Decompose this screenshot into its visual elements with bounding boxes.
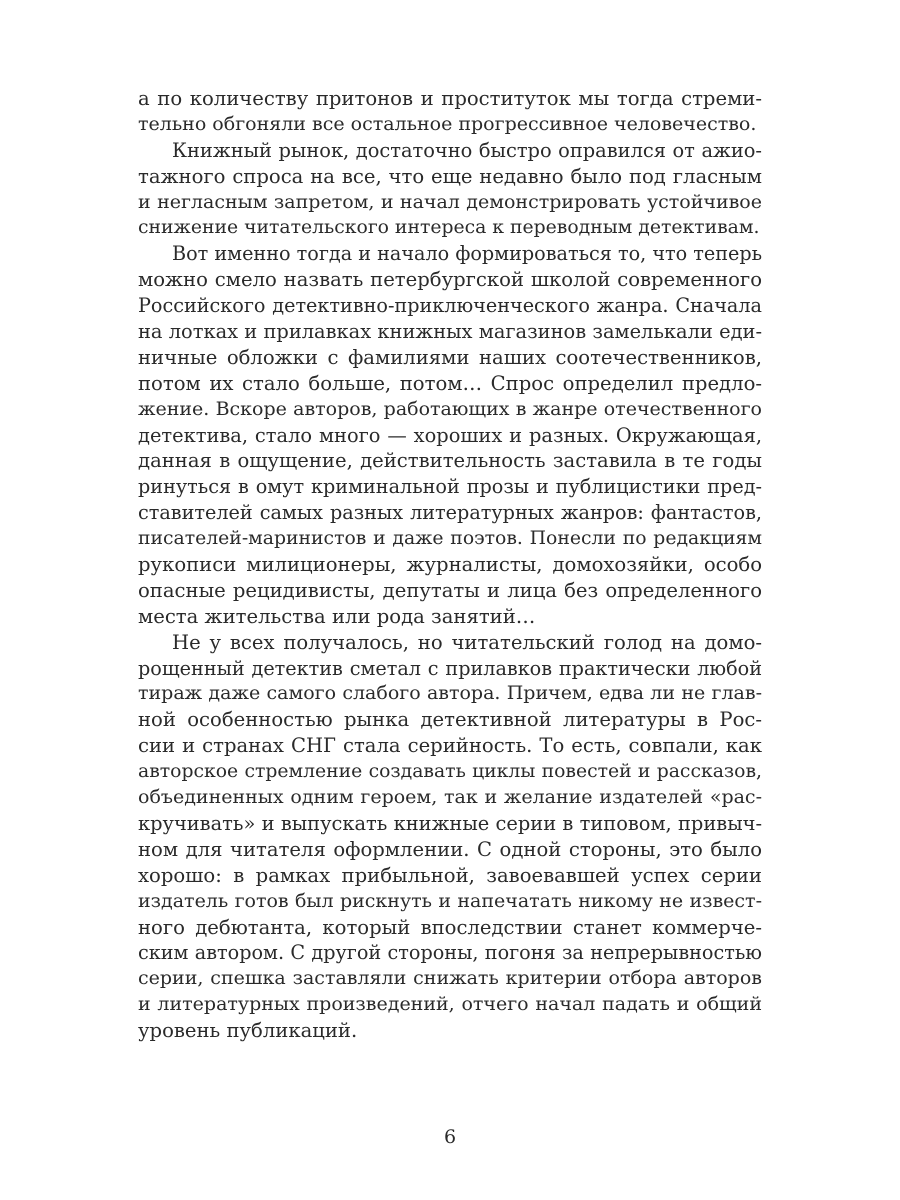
text-line: тажного спроса на все, что еще недавно было под гласным bbox=[138, 164, 762, 188]
text-line: опасные рецидивисты, депутаты и лица без определенного bbox=[138, 578, 762, 602]
text-line: ной особенностью рынка детективной литературы в Рос- bbox=[138, 708, 762, 732]
text-line: объединенных одним героем, так и желание издателей «рас- bbox=[138, 786, 762, 809]
text-line: писателей-маринистов и даже поэтов. Понесли по редакциям bbox=[138, 528, 762, 550]
text-line: Книжный рынок, достаточно быстро оправился от ажио- bbox=[172, 138, 762, 162]
text-line: ном для читателя оформлении. С одной стороны, это было bbox=[138, 837, 762, 861]
text-line: уровень публикаций. bbox=[138, 1019, 358, 1043]
page-number: 6 bbox=[443, 1126, 457, 1148]
text-line: места жительства или рода занятий… bbox=[138, 604, 536, 628]
text-line: ставителей самых разных литературных жанров: фантастов, bbox=[138, 501, 762, 525]
page-body bbox=[138, 86, 762, 1044]
text-line: ничные обложки с фамилиями наших соотечественников, bbox=[138, 345, 762, 369]
text-line: хорошо: в рамках прибыльной, завоевавшей успех серии bbox=[138, 863, 762, 887]
text-line: сии и странах СНГ стала серийность. То есть, совпали, как bbox=[138, 734, 762, 758]
text-line: на лотках и прилавках книжных магазинов замелькали еди- bbox=[138, 320, 762, 344]
text-line: данная в ощущение, действительность заставила в те годы bbox=[138, 449, 762, 473]
text-line: рощенный детектив сметал с прилавков практически любой bbox=[138, 656, 762, 680]
text-line: ного дебютанта, который впоследствии станет коммерче- bbox=[138, 915, 762, 939]
text-line: тельно обгоняли все остальное прогрессивное человечество. bbox=[138, 112, 757, 135]
text-line: Вот именно тогда и начало формироваться то, что теперь bbox=[172, 242, 763, 266]
text-line: Не у всех получалось, но читательский голод на домо- bbox=[172, 630, 762, 654]
text-line: ринуться в омут криминальной прозы и публицистики пред- bbox=[138, 475, 762, 499]
text-line: кручивать» и выпускать книжные серии в типовом, привыч- bbox=[138, 811, 762, 835]
text-line: издатель готов был рискнуть и напечатать никому не извест- bbox=[138, 889, 762, 912]
text-line: Российского детективно-приключенческого жанра. Сначала bbox=[138, 294, 762, 318]
text-line: авторское стремление создавать циклы повестей и рассказов, bbox=[138, 761, 762, 783]
paragraph bbox=[138, 630, 762, 1044]
paragraph bbox=[138, 138, 762, 242]
text-line: и негласным запретом, и начал демонстрировать устойчивое bbox=[138, 190, 762, 213]
text-line: тираж даже самого слабого автора. Причем, едва ли не глав- bbox=[138, 682, 762, 705]
text-line: ским автором. С другой стороны, погоня за непрерывностью bbox=[138, 941, 762, 965]
text-line: можно смело назвать петербургской школой современного bbox=[138, 268, 762, 292]
text-line: потом их стало больше, потом… Спрос определил предло- bbox=[138, 371, 762, 395]
paragraph bbox=[138, 241, 762, 629]
paragraph bbox=[138, 86, 762, 138]
text-line: снижение читательского интереса к переводным детективам. bbox=[138, 217, 760, 239]
text-line: жение. Вскоре авторов, работающих в жанре отечественного bbox=[138, 397, 762, 420]
text-line: рукописи милиционеры, журналисты, домохозяйки, особо bbox=[138, 553, 762, 577]
text-line: и литературных произведений, отчего начал падать и общий bbox=[138, 993, 762, 1016]
text-line: детектива, стало много — хороших и разных. Окружающая, bbox=[138, 423, 762, 447]
text-line: серии, спешка заставляли снижать критерии отбора авторов bbox=[138, 967, 762, 990]
text-line: а по количеству притонов и проституток мы тогда стреми- bbox=[138, 87, 762, 110]
